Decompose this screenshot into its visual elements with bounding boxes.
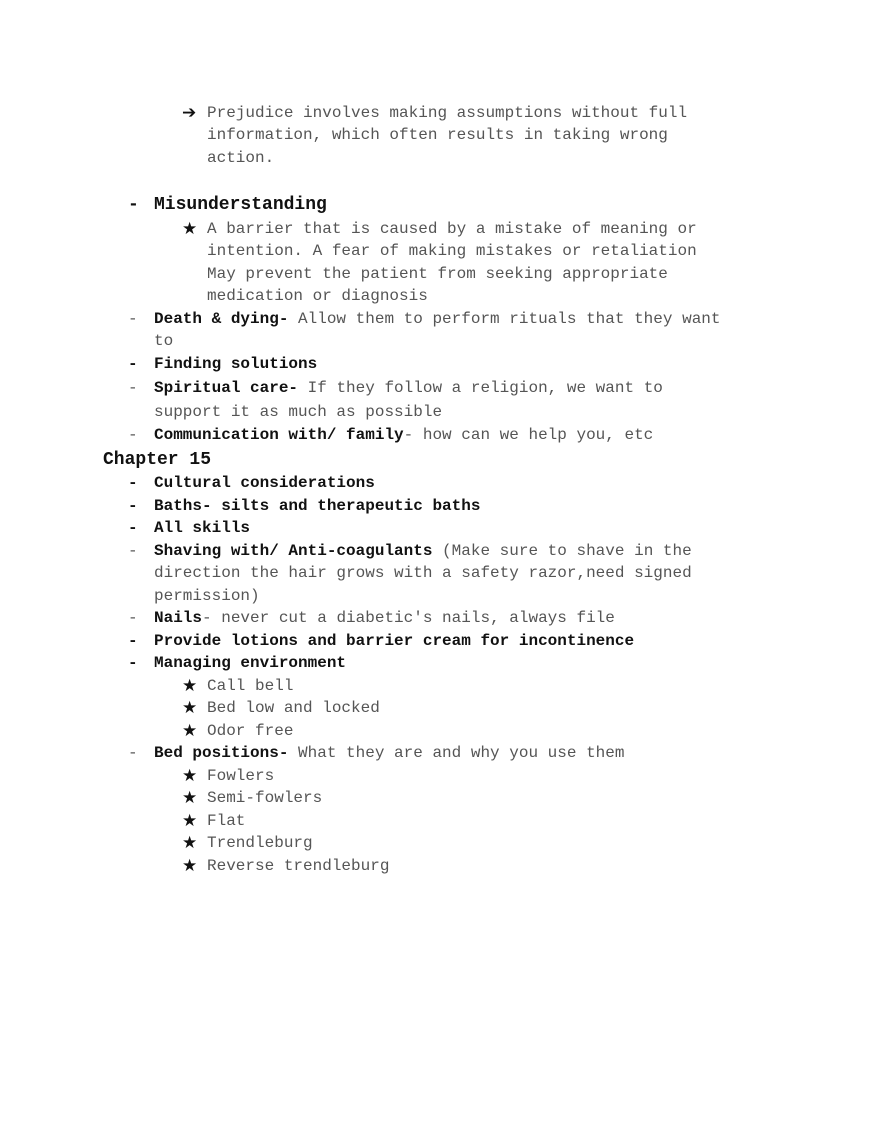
- spiritual-care-cont: support it as much as possible: [154, 403, 443, 421]
- finding-solutions-label: Finding solutions: [154, 355, 318, 373]
- environment-item: Call bell: [207, 677, 294, 695]
- bed-positions-text: What they are and why you use them: [288, 744, 625, 762]
- star-bullet-icon: ★: [182, 676, 198, 696]
- misunderstanding-dash: -: [128, 195, 139, 215]
- nails-item: [154, 608, 615, 628]
- lotions-label: Provide lotions and barrier cream for incontinence: [154, 632, 635, 650]
- nails-text: - never cut a diabetic's nails, always file: [202, 609, 615, 627]
- shaving-label: Shaving with/ Anti-coagulants: [154, 542, 433, 560]
- nails-label: Nails: [154, 609, 203, 627]
- prejudice-line-1: Prejudice involves making assumptions without full: [207, 104, 688, 122]
- communication-dash: -: [128, 426, 138, 444]
- spiritual-care-text: If they follow a religion, we want to: [298, 379, 663, 397]
- arrow-bullet-icon: ➔: [182, 103, 197, 123]
- star-bullet-icon: ★: [182, 766, 198, 786]
- death-dying-label: Death & dying-: [154, 310, 289, 328]
- communication-label: Communication with/ family: [154, 426, 404, 444]
- shaving-cont-1: direction the hair grows with a safety razor,need signed: [154, 564, 692, 582]
- bed-position-item: Trendleburg: [207, 834, 313, 852]
- communication-item: [154, 425, 653, 445]
- death-dying-dash: -: [128, 310, 138, 328]
- environment-item: Bed low and locked: [207, 699, 380, 717]
- shaving-item: [154, 541, 692, 561]
- shaving-cont-2: permission): [154, 587, 260, 605]
- all-skills-dash: -: [128, 519, 138, 537]
- lotions-dash: -: [128, 632, 138, 650]
- shaving-dash: -: [128, 542, 138, 560]
- bed-positions-dash: -: [128, 744, 138, 762]
- star-bullet-icon: ★: [182, 698, 198, 718]
- cultural-dash: -: [128, 474, 138, 492]
- misunderstanding-heading: Misunderstanding: [154, 195, 327, 215]
- spiritual-care-item: [154, 378, 663, 398]
- chapter-heading: Chapter 15: [103, 450, 212, 470]
- all-skills-label: All skills: [154, 519, 251, 537]
- spiritual-care-label: Spiritual care-: [154, 379, 299, 397]
- environment-label: Managing environment: [154, 654, 347, 672]
- communication-text: - how can we help you, etc: [403, 426, 654, 444]
- finding-solutions-dash: -: [128, 355, 138, 373]
- death-dying-text: Allow them to perform rituals that they want: [288, 310, 721, 328]
- baths-dash: -: [128, 497, 138, 515]
- misunderstanding-line-4: medication or diagnosis: [207, 287, 428, 305]
- shaving-text: (Make sure to shave in the: [432, 542, 692, 560]
- spiritual-care-dash: -: [128, 379, 138, 397]
- misunderstanding-line-3: May prevent the patient from seeking appropriate: [207, 265, 668, 283]
- death-dying-cont: to: [154, 332, 174, 350]
- environment-dash: -: [128, 654, 138, 672]
- star-bullet-icon: ★: [182, 811, 198, 831]
- cultural-label: Cultural considerations: [154, 474, 375, 492]
- baths-label: Baths- silts and therapeutic baths: [154, 497, 481, 515]
- environment-item: Odor free: [207, 722, 294, 740]
- star-bullet-icon: ★: [182, 219, 198, 239]
- bed-positions-item: [154, 743, 624, 763]
- misunderstanding-line-1: A barrier that is caused by a mistake of meaning or: [207, 220, 697, 238]
- star-bullet-icon: ★: [182, 856, 198, 876]
- misunderstanding-line-2: intention. A fear of making mistakes or retaliation: [207, 242, 697, 260]
- bed-position-item: Fowlers: [207, 767, 275, 785]
- bed-positions-label: Bed positions-: [154, 744, 289, 762]
- bed-position-item: Semi-fowlers: [207, 789, 323, 807]
- prejudice-line-2: information, which often results in taking wrong: [207, 126, 668, 144]
- bed-position-item: Flat: [207, 812, 246, 830]
- nails-dash: -: [128, 609, 138, 627]
- death-dying-item: [154, 309, 721, 329]
- star-bullet-icon: ★: [182, 833, 198, 853]
- prejudice-line-3: action.: [207, 149, 275, 167]
- star-bullet-icon: ★: [182, 721, 198, 741]
- bed-position-item: Reverse trendleburg: [207, 857, 390, 875]
- star-bullet-icon: ★: [182, 788, 198, 808]
